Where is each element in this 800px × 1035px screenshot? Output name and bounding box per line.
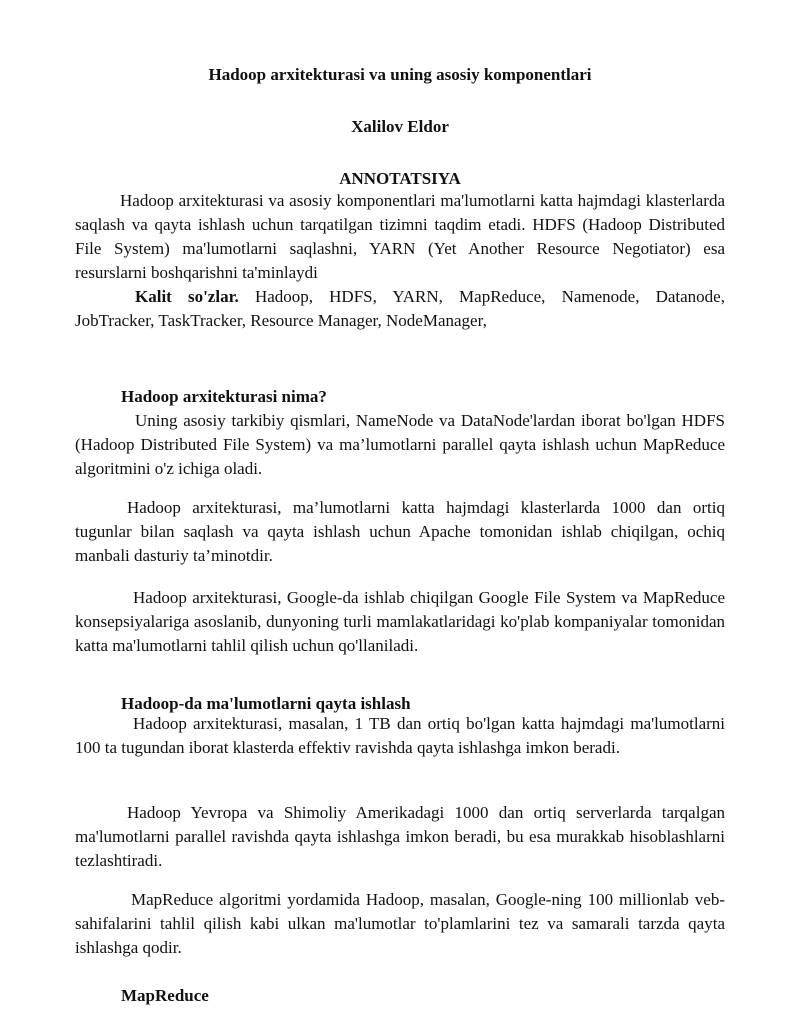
abstract-paragraph: Hadoop arxitekturasi va asosiy komponentlari ma'lumotlarni katta hajmdagi klasterlarda saqlash va qayta ishlash uchun tarqatilgan tizimni taqdim etadi. HDFS (Hadoop Distributed File System) ma'lumotlarni saqlashni, YARN (Yet Another Resource Negotiator) esa resurslarni boshqarishni ta'minlaydi [75, 191, 725, 282]
keywords-label: Kalit so'zlar. [135, 287, 239, 306]
section1-paragraph-2: Hadoop arxitekturasi, ma’lumotlarni katta hajmdagi klasterlarda 1000 dan ortiq tugunlar bilan saqlash va qayta ishlash uchun Apache tomonidan ishlab chiqilgan, ochiq manbali dasturiy ta’minotdir. [75, 498, 725, 565]
keywords-list: Hadoop, HDFS, YARN, MapReduce, Namenode, Datanode, JobTracker, TaskTracker, Resource Manager, NodeManager, [75, 287, 725, 330]
document-title: Hadoop arxitekturasi va uning asosiy komponentlari [208, 65, 592, 84]
section2-paragraph-1: Hadoop arxitekturasi, masalan, 1 TB dan ortiq bo'lgan katta hajmdagi ma'lumotlarni 100 ta tugundan iborat klasterda effektiv ravishda qayta ishlashga imkon beradi. [75, 714, 725, 757]
section2-paragraph-3: MapReduce algoritmi yordamida Hadoop, masalan, Google-ning 100 millionlab veb-sahifalarini tahlil qilish kabi ulkan ma'lumotlar to'plamlarini tez va samarali tarzda qayta ishlashga qodir. [75, 890, 725, 957]
section-heading-mapreduce: MapReduce [121, 986, 209, 1005]
section1-paragraph-3: Hadoop arxitekturasi, Google-da ishlab chiqilgan Google File System va MapReduce konsepsiyalariga asoslanib, dunyoning turli mamlakatlaridagi ko'plab kompaniyalar tomonidan katta ma'lumotlarni tahlil qilish uchun qo'llaniladi. [75, 588, 725, 655]
section-heading-what-is-hadoop: Hadoop arxitekturasi nima? [121, 387, 327, 406]
section1-paragraph-1: Uning asosiy tarkibiy qismlari, NameNode va DataNode'lardan iborat bo'lgan HDFS (Hadoop Distributed File System) va ma’lumotlarni parallel qayta ishlash uchun MapReduce algoritmini o'z ichiga oladi. [75, 411, 725, 478]
document-author: Xalilov Eldor [351, 117, 449, 136]
abstract-heading: ANNOTATSIYA [339, 169, 461, 188]
section-heading-data-processing: Hadoop-da ma'lumotlarni qayta ishlash [121, 694, 411, 713]
section2-paragraph-2: Hadoop Yevropa va Shimoliy Amerikadagi 1000 dan ortiq serverlarda tarqalgan ma'lumotlarni parallel ravishda qayta ishlashga imkon beradi, bu esa murakkab hisoblashlarni tezlashtiradi. [75, 803, 725, 870]
keywords-paragraph [75, 285, 725, 333]
